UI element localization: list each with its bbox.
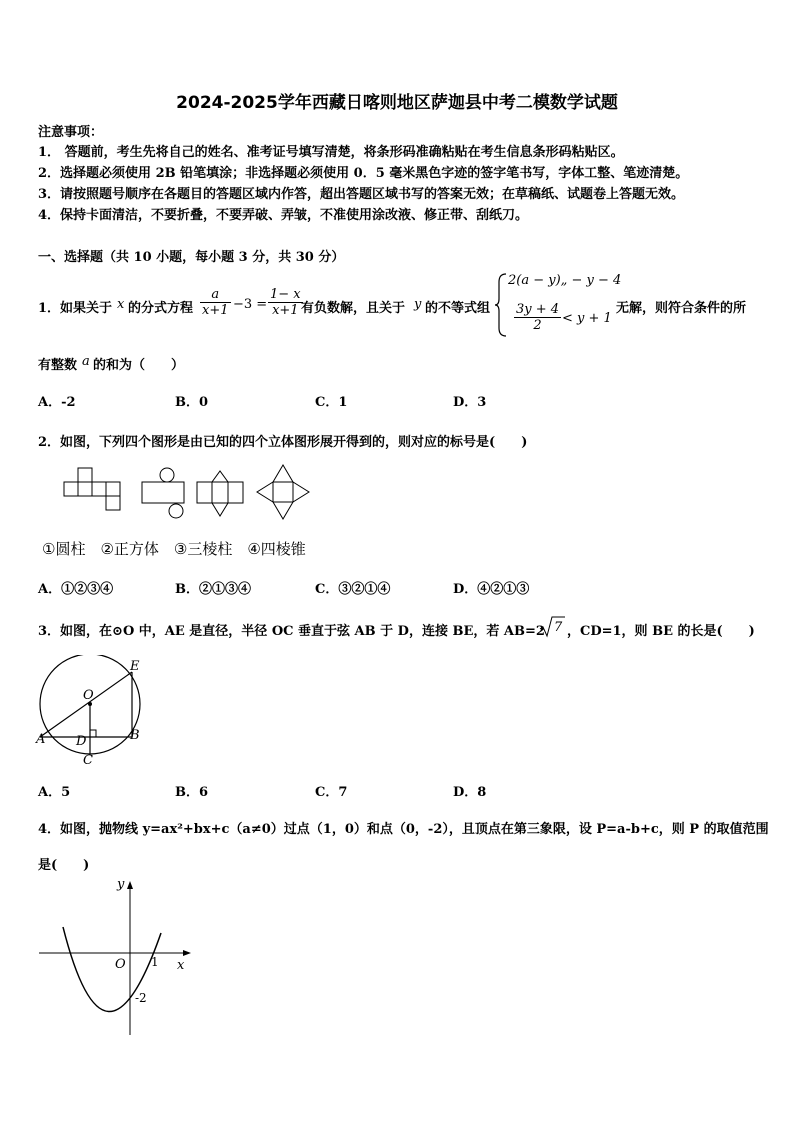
label-o: O: [83, 688, 94, 703]
q1-option-c: C．1: [315, 395, 348, 410]
q1-inequality-1: 2(a − y)„ − y − 4: [508, 273, 622, 288]
q1-option-a: A．-2: [38, 395, 76, 410]
label-e: E: [130, 659, 140, 674]
y-axis-label: y: [117, 877, 125, 892]
q3-stem-b: ，CD=1，则 BE 的长是( ): [567, 624, 755, 639]
x-axis-arrow-icon: [183, 950, 191, 956]
q2-nets-figure: [55, 462, 315, 522]
q3-sqrt-value: 7: [554, 620, 563, 635]
prism-net-bottom-triangle: [212, 503, 228, 516]
q4-stem: 4．如图，抛物线 y=ax²+bx+c（a≠0）过点（1，0）和点（0，-2），且顶点在第三象限，设 P=a-b+c，则 P 的取值范围: [38, 822, 769, 837]
q2-option-a: A．①②③④: [38, 582, 114, 597]
q1-var-y: y: [414, 297, 422, 312]
q1-text-mid3: 的不等式组: [425, 301, 491, 316]
q3-option-b: B．6: [175, 785, 209, 800]
q1-option-d: D．3: [453, 395, 487, 410]
brace-icon: [494, 272, 508, 338]
q2-option-d: D．④②①③: [453, 582, 530, 597]
q1-fraction-2: [268, 287, 303, 318]
q1-frac2-num: 1− x: [270, 287, 301, 302]
right-angle-mark: [90, 730, 96, 737]
q4-parabola-graph: [35, 875, 195, 1040]
q1-ineq2-num: 3y + 4: [516, 302, 560, 317]
pyramid-net-triangle: [273, 502, 293, 519]
q1-var-x: x: [117, 297, 125, 312]
q1-option-b: B．0: [175, 395, 209, 410]
cube-net-square: [106, 482, 120, 496]
q1-ineq2-den: 2: [514, 317, 561, 333]
q2-stem: 2．如图，下列四个图形是由已知的四个立体图形展开得到的，则对应的标号是( ): [38, 435, 528, 450]
cube-net-square: [92, 482, 106, 496]
page-title: 2024-2025学年西藏日喀则地区萨迦县中考二模数学试题: [176, 93, 618, 113]
pyramid-net-square: [273, 482, 293, 502]
q1-prefix: 1．如果关于: [38, 301, 113, 316]
note-item-1: 1． 答题前，考生先将自己的姓名、准考证号填写清楚，将条形码准确粘贴在考生信息条形码粘贴区。: [38, 145, 624, 160]
q1-frac1-den: x+1: [202, 303, 229, 318]
label-c: C: [83, 753, 93, 768]
q2-solid-labels: ①圆柱 ②正方体 ③三棱柱 ④四棱锥: [42, 540, 306, 558]
y-tick-label: -2: [135, 991, 147, 1005]
cube-net-square: [78, 482, 92, 496]
notes-heading: 注意事项：: [38, 125, 104, 140]
q3-circle-figure: [32, 655, 152, 770]
y-axis-arrow-icon: [127, 881, 133, 889]
q1-line2-b: 的和为（ ）: [93, 358, 185, 373]
q1-suffix: 无解，则符合条件的所: [616, 301, 747, 316]
note-item-2: 2．选择题必须使用 2B 铅笔填涂；非选择题必须使用 0．5 毫米黑色字迹的签字笔书写，字体工整、笔迹清楚。: [38, 166, 689, 181]
section-heading: 一、选择题（共 10 小题，每小题 3 分，共 30 分）: [38, 250, 345, 265]
q1-ineq2-fraction: [514, 302, 561, 333]
note-item-4: 4．保持卡面清洁，不要折叠，不要弄破、弄皱，不准使用涂改液、修正带、刮纸刀。: [38, 208, 529, 223]
x-tick-label: 1: [151, 955, 159, 969]
prism-net-rectangle: [197, 482, 243, 503]
pyramid-net-triangle: [273, 465, 293, 482]
note-item-3: 3．请按照题号顺序在各题目的答题区域内作答，超出答题区域书写的答案无效；在草稿纸、试题卷上答题无效。: [38, 187, 685, 202]
q1-text-mid1: 的分式方程: [128, 301, 194, 316]
pyramid-net-triangle: [257, 482, 273, 502]
q3-stem-a: 3．如图，在⊙O 中，AE 是直径，半径 OC 垂直于弦 AB 于 D，连接 BE，若 AB=2: [38, 624, 545, 639]
q1-fraction-1: [200, 287, 231, 318]
cube-net-square: [64, 482, 78, 496]
cylinder-net-rectangle: [142, 482, 184, 503]
diameter-ae: [40, 672, 132, 737]
q1-var-a: a: [82, 354, 90, 369]
q2-option-c: C．③②①④: [315, 582, 391, 597]
origin-label: O: [115, 957, 126, 972]
label-b: B: [130, 728, 140, 743]
q1-minus3: −3 =: [233, 297, 268, 312]
pyramid-net-triangle: [293, 482, 309, 502]
q1-ineq2-rest: < y + 1: [562, 311, 612, 326]
cube-net-square: [78, 468, 92, 482]
q1-line2-a: 有整数: [38, 358, 78, 373]
q3-option-d: D．8: [453, 785, 487, 800]
q1-frac1-num: a: [211, 287, 220, 302]
q2-option-b: B．②①③④: [175, 582, 251, 597]
cube-net-square: [106, 496, 120, 510]
x-axis-label: x: [177, 958, 185, 973]
label-a: A: [36, 732, 46, 747]
q1-frac2-den: x+1: [268, 302, 303, 318]
q4-stem-2: 是( ): [38, 858, 90, 873]
cylinder-net-top-circle: [160, 468, 174, 482]
cylinder-net-bottom-circle: [169, 504, 183, 518]
label-d: D: [76, 734, 87, 749]
q3-option-a: A．5: [38, 785, 71, 800]
q3-option-c: C．7: [315, 785, 348, 800]
prism-net-top-triangle: [212, 471, 228, 482]
q1-text-mid2: 有负数解，且关于: [301, 301, 406, 316]
